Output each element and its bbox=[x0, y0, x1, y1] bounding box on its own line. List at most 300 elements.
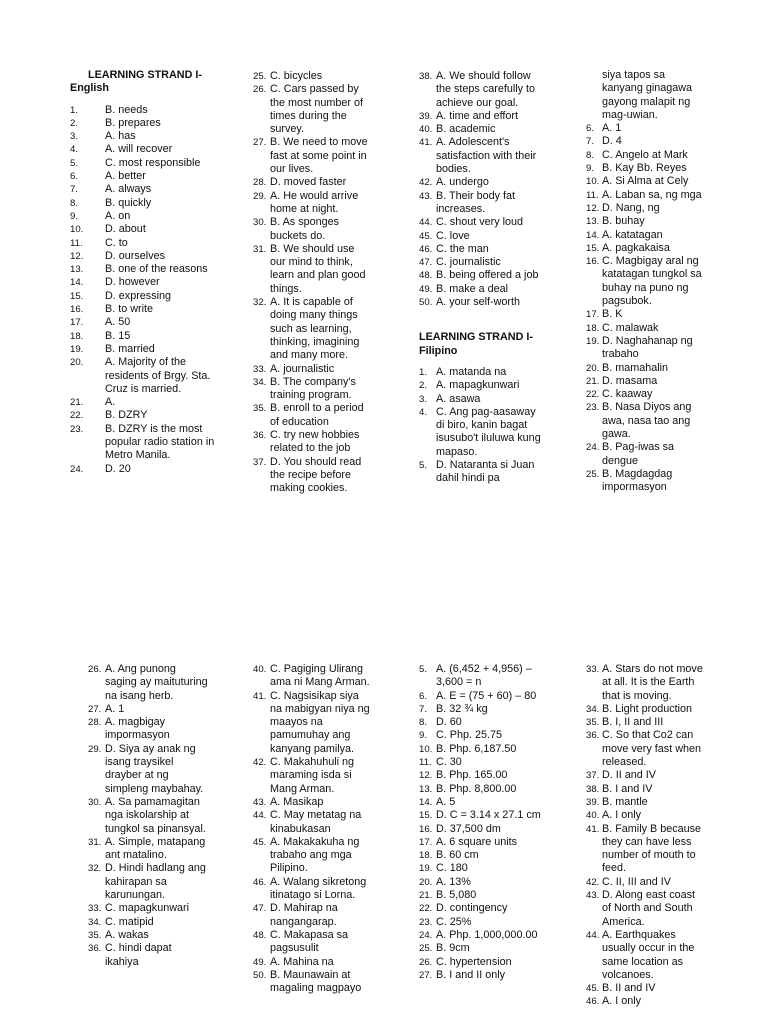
item-answer: A. on bbox=[105, 209, 131, 222]
item-number: 30. bbox=[88, 796, 102, 808]
answer-item bbox=[70, 117, 220, 130]
answer-item bbox=[586, 441, 706, 468]
item-number: 8. bbox=[419, 717, 428, 729]
item-answer: A. matanda na bbox=[436, 365, 507, 378]
answer-item bbox=[70, 170, 220, 183]
item-number: 49. bbox=[419, 283, 433, 295]
answer-item bbox=[586, 335, 706, 362]
item-answer: B. I and II only bbox=[436, 968, 506, 981]
item-answer: C. Cars passed by the most number of times during the survey. bbox=[270, 83, 364, 136]
bottom-column-1 bbox=[88, 663, 208, 969]
item-number: 35. bbox=[586, 717, 600, 729]
item-number: 38. bbox=[419, 71, 433, 82]
answer-item bbox=[586, 149, 706, 162]
item-number: 13. bbox=[70, 264, 84, 276]
item-answer: A. bbox=[105, 396, 116, 409]
item-number: 46. bbox=[419, 243, 433, 255]
item-number: 12. bbox=[586, 202, 600, 214]
item-answer: B. make a deal bbox=[436, 282, 509, 295]
item-answer: B. We should use our mind to think, learn and plan good things. bbox=[270, 242, 366, 295]
item-number: 40. bbox=[253, 664, 267, 675]
item-number: 42. bbox=[253, 757, 267, 769]
item-answer: B. Magdagdag impormasyon bbox=[602, 467, 673, 494]
item-answer: D. II and IV bbox=[602, 769, 657, 782]
answer-item bbox=[88, 743, 208, 796]
item-number: 3. bbox=[70, 131, 79, 143]
item-number: 18. bbox=[70, 330, 84, 342]
answer-list bbox=[586, 663, 706, 1009]
item-number: 22. bbox=[419, 903, 433, 915]
item-number: 28. bbox=[253, 177, 267, 189]
item-number: 17. bbox=[586, 309, 600, 321]
bottom-column-2 bbox=[253, 663, 373, 995]
item-answer: B. Family B because they can have less number of mouth to feed. bbox=[602, 822, 702, 875]
item-answer: B. We need to move fast at some point in our lives. bbox=[270, 136, 368, 176]
answer-item bbox=[419, 823, 544, 836]
item-number: 25. bbox=[253, 71, 267, 82]
item-answer: A. Majority of the residents of Brgy. Sta. Cruz is married. bbox=[105, 356, 211, 395]
answer-list bbox=[419, 366, 544, 486]
item-number: 36. bbox=[586, 730, 600, 742]
item-number: 26. bbox=[253, 84, 267, 96]
item-answer: D. Along east coast of North and South America. bbox=[602, 889, 696, 928]
item-answer: C. So that Co2 can move very fast when released. bbox=[602, 729, 702, 769]
item-answer: A. mapagkunwari bbox=[436, 379, 520, 392]
item-number: 45. bbox=[253, 836, 267, 848]
item-answer: A. your self-worth bbox=[436, 296, 521, 309]
top-column-4 bbox=[586, 69, 706, 495]
item-number: 17. bbox=[70, 317, 84, 329]
answer-item bbox=[419, 406, 544, 459]
answer-item bbox=[253, 216, 373, 243]
answer-item bbox=[419, 136, 544, 176]
item-number: 11. bbox=[70, 237, 83, 249]
item-number: 20. bbox=[70, 357, 84, 369]
item-number: 9. bbox=[70, 210, 79, 222]
item-answer: B. Php. 8,800.00 bbox=[436, 782, 517, 795]
item-answer: D. Nataranta si Juan dahil hindi pa bbox=[436, 459, 535, 485]
item-answer: B. Light production bbox=[602, 702, 693, 715]
item-answer: A. (6,452 + 4,956) – 3,600 = n bbox=[436, 663, 532, 689]
item-number: 26. bbox=[419, 956, 433, 968]
item-answer: A. 1 bbox=[602, 122, 622, 135]
answer-item bbox=[70, 463, 220, 476]
item-number: 28. bbox=[88, 717, 102, 729]
item-number: 9. bbox=[586, 163, 595, 175]
item-answer: B. 32 ¾ kg bbox=[436, 702, 488, 715]
item-answer: C. bicycles bbox=[270, 70, 323, 82]
item-answer: A. Si Alma at Cely bbox=[602, 175, 689, 188]
item-number: 20. bbox=[586, 362, 600, 374]
item-answer: A. asawa bbox=[436, 392, 481, 405]
item-number: 40. bbox=[586, 810, 600, 822]
item-answer: A. Sa pamamagitan nga iskolarship at tungkol sa pinansyal. bbox=[105, 795, 206, 835]
answer-item bbox=[253, 902, 373, 929]
item-number: 40. bbox=[419, 124, 433, 136]
item-number: 43. bbox=[253, 796, 267, 808]
answer-item bbox=[88, 703, 208, 716]
item-number: 44. bbox=[586, 929, 600, 941]
item-answer: B. buhay bbox=[602, 215, 645, 228]
item-number: 21. bbox=[419, 890, 433, 902]
item-answer: D. 20 bbox=[105, 462, 131, 475]
answer-item bbox=[253, 243, 373, 296]
answer-list bbox=[253, 70, 373, 496]
item-number: 3. bbox=[419, 393, 428, 405]
answer-item bbox=[419, 969, 544, 982]
answer-item bbox=[419, 123, 544, 136]
answer-list bbox=[419, 663, 544, 982]
item-number: 34. bbox=[586, 703, 600, 715]
answer-item bbox=[70, 303, 220, 316]
answer-item bbox=[419, 663, 544, 690]
item-number: 9. bbox=[419, 730, 428, 742]
item-number: 24. bbox=[70, 463, 84, 475]
item-number: 46. bbox=[586, 996, 600, 1008]
top-column-2 bbox=[253, 70, 373, 496]
answer-list bbox=[88, 663, 208, 969]
answer-item bbox=[419, 902, 544, 915]
answer-item bbox=[586, 729, 706, 769]
answer-item bbox=[419, 190, 544, 217]
item-number: 43. bbox=[586, 890, 600, 902]
item-answer: D. Hindi hadlang ang kahirapan sa karunungan. bbox=[105, 862, 206, 902]
answer-item bbox=[586, 929, 706, 982]
item-answer: B. being offered a job bbox=[436, 269, 539, 282]
answer-item bbox=[419, 243, 544, 256]
item-number: 23. bbox=[419, 916, 433, 928]
answer-item bbox=[70, 223, 220, 236]
item-answer: A. We should follow the steps carefully to achieve our goal. bbox=[436, 70, 536, 109]
answer-item bbox=[88, 862, 208, 902]
item-answer: C. Pagiging Ulirang ama ni Mang Arman. bbox=[270, 663, 370, 689]
answer-item bbox=[253, 929, 373, 956]
item-answer: A. Mahina na bbox=[270, 955, 334, 968]
answer-item bbox=[586, 809, 706, 822]
answer-item bbox=[253, 176, 373, 189]
item-answer: D. 60 bbox=[436, 716, 462, 729]
item-answer: C. shout very loud bbox=[436, 216, 524, 229]
item-number: 21. bbox=[586, 375, 600, 387]
item-answer: A. journalistic bbox=[270, 362, 335, 375]
answer-item bbox=[70, 276, 220, 289]
item-answer: C. Angelo at Mark bbox=[602, 148, 688, 161]
item-number: 6. bbox=[419, 690, 428, 702]
answer-item bbox=[253, 296, 373, 362]
item-number: 12. bbox=[70, 250, 84, 262]
item-answer: A. Walang sikretong itinatago si Lorna. bbox=[270, 875, 367, 902]
item-answer: C. Nagsisikap siya na mabigyan niya ng maayos na pamumuhay ang kanyang pamilya. bbox=[270, 689, 370, 755]
item-number: 27. bbox=[419, 969, 433, 981]
answer-item bbox=[419, 956, 544, 969]
item-answer: C. 180 bbox=[436, 862, 468, 875]
answer-item bbox=[586, 823, 706, 876]
item-answer: C. malawak bbox=[602, 321, 659, 334]
item-number: 19. bbox=[70, 343, 84, 355]
item-answer: C. matipid bbox=[105, 915, 154, 928]
item-answer: B. mamahalin bbox=[602, 361, 669, 374]
answer-item bbox=[70, 316, 220, 329]
answer-item bbox=[70, 290, 220, 303]
item-answer: B. mantle bbox=[602, 795, 648, 808]
item-answer: B. Nasa Diyos ang awa, nasa tao ang gawa. bbox=[602, 401, 692, 441]
item-number: 42. bbox=[419, 177, 433, 189]
answer-item bbox=[586, 189, 706, 202]
item-number: 26. bbox=[88, 664, 102, 675]
answer-item bbox=[70, 343, 220, 356]
item-number: 47. bbox=[253, 903, 267, 915]
item-answer: A. Simple, matapang ant matalino. bbox=[105, 835, 206, 862]
answer-list bbox=[586, 122, 706, 494]
item-answer: A. better bbox=[105, 170, 146, 183]
item-answer: B. Pag-iwas sa dengue bbox=[602, 441, 675, 467]
item-answer: D. Naghahanap ng trabaho bbox=[602, 334, 693, 361]
answer-item bbox=[88, 716, 208, 743]
item-answer: D. about bbox=[105, 223, 146, 236]
item-answer: A. pagkakaisa bbox=[602, 241, 670, 254]
item-number: 29. bbox=[88, 743, 102, 755]
item-answer: B. As sponges buckets do. bbox=[270, 216, 340, 242]
item-answer: B. Kay Bb. Reyes bbox=[602, 162, 687, 175]
item-number: 29. bbox=[253, 190, 267, 202]
item-number: 41. bbox=[586, 823, 600, 835]
answer-item bbox=[253, 796, 373, 809]
item-number: 8. bbox=[586, 149, 595, 161]
item-number: 15. bbox=[70, 290, 84, 302]
item-number: 7. bbox=[586, 136, 595, 148]
answer-item bbox=[586, 995, 706, 1008]
item-number: 16. bbox=[419, 823, 433, 835]
item-number: 4. bbox=[70, 144, 79, 156]
item-number: 2. bbox=[419, 380, 428, 392]
answer-item bbox=[88, 916, 208, 929]
item-answer: B. Php. 165.00 bbox=[436, 769, 508, 782]
item-number: 27. bbox=[88, 703, 102, 715]
item-answer: B. Maunawain at magaling magpayo bbox=[270, 968, 362, 995]
item-number: 24. bbox=[419, 929, 433, 941]
item-answer: C. hypertension bbox=[436, 955, 512, 968]
item-answer: A. Masikap bbox=[270, 795, 324, 808]
answer-item bbox=[70, 237, 220, 250]
item-number: 33. bbox=[88, 903, 102, 915]
item-answer: D. Mahirap na nangangarap. bbox=[270, 902, 338, 928]
answer-item bbox=[253, 690, 373, 756]
item-number: 12. bbox=[419, 770, 433, 782]
item-answer: C. 25% bbox=[436, 915, 472, 928]
item-number: 33. bbox=[253, 363, 267, 375]
item-number: 24. bbox=[586, 442, 600, 454]
item-answer: A. has bbox=[105, 130, 136, 143]
item-answer: C. to bbox=[105, 236, 128, 249]
answer-item bbox=[419, 110, 544, 123]
item-answer: D. expressing bbox=[105, 289, 172, 302]
item-number: 16. bbox=[586, 256, 600, 268]
answer-item bbox=[419, 783, 544, 796]
item-number: 34. bbox=[88, 916, 102, 928]
item-answer: A. Php. 1,000,000.00 bbox=[436, 928, 538, 941]
item-number: 34. bbox=[253, 376, 267, 388]
answer-item bbox=[419, 176, 544, 189]
item-number: 22. bbox=[586, 389, 600, 401]
item-answer: C. hindi dapat ikahiya bbox=[105, 942, 172, 968]
item-number: 15. bbox=[586, 242, 600, 254]
answer-item bbox=[70, 396, 220, 409]
answer-item bbox=[419, 849, 544, 862]
item-number: 25. bbox=[586, 468, 600, 480]
item-answer: B. 15 bbox=[105, 329, 131, 342]
answer-item bbox=[253, 876, 373, 903]
item-number: 19. bbox=[419, 863, 433, 875]
item-number: 15. bbox=[419, 810, 433, 822]
answer-item bbox=[70, 423, 220, 463]
item-number: 7. bbox=[70, 184, 79, 196]
item-answer: A. will recover bbox=[105, 143, 173, 156]
item-answer: C. kaaway bbox=[602, 388, 653, 401]
item-answer: A. Adolescent's satisfaction with their bodies. bbox=[436, 136, 537, 176]
item-answer: B. quickly bbox=[105, 196, 152, 209]
item-number: 1. bbox=[70, 104, 79, 116]
answer-item bbox=[88, 796, 208, 836]
item-number: 19. bbox=[586, 335, 600, 347]
item-answer: C. Makapasa sa pagsusulit bbox=[270, 928, 349, 955]
item-number: 6. bbox=[70, 171, 79, 183]
bottom-column-4 bbox=[586, 663, 706, 1009]
answer-item bbox=[419, 942, 544, 955]
answer-item bbox=[419, 283, 544, 296]
item-answer: A. It is capable of doing many things such as learning, thinking, imagining and many more. bbox=[270, 296, 360, 362]
item-number: 49. bbox=[253, 956, 267, 968]
answer-item bbox=[70, 263, 220, 276]
answer-item bbox=[253, 663, 373, 690]
answer-item bbox=[419, 230, 544, 243]
item-number: 44. bbox=[253, 810, 267, 822]
item-answer: B. prepares bbox=[105, 116, 161, 129]
item-answer: A. Earthquakes usually occur in the same location as volcanoes. bbox=[602, 928, 695, 981]
item-answer: C. 30 bbox=[436, 756, 462, 769]
answer-item bbox=[70, 130, 220, 143]
item-answer: A. 6 square units bbox=[436, 835, 518, 848]
answer-item bbox=[586, 468, 706, 495]
item-answer: A. magbigay impormasyon bbox=[105, 716, 170, 742]
top-column-1 bbox=[70, 69, 220, 476]
answer-item bbox=[586, 796, 706, 809]
item-number: 39. bbox=[586, 796, 600, 808]
item-answer: B. married bbox=[105, 342, 155, 355]
item-number: 18. bbox=[419, 850, 433, 862]
item-number: 35. bbox=[253, 403, 267, 415]
answer-item bbox=[253, 456, 373, 496]
item-number: 13. bbox=[419, 783, 433, 795]
answer-item bbox=[419, 929, 544, 942]
item-number: 38. bbox=[586, 783, 600, 795]
answer-item bbox=[419, 836, 544, 849]
answer-item bbox=[586, 982, 706, 995]
answer-item bbox=[88, 942, 208, 969]
item-number: 5. bbox=[419, 460, 428, 472]
item-number: 48. bbox=[419, 270, 433, 282]
answer-item bbox=[586, 362, 706, 375]
item-number: 10. bbox=[419, 743, 433, 755]
item-answer: D. moved faster bbox=[270, 176, 347, 189]
item-answer: A. I only bbox=[602, 809, 642, 822]
answer-item bbox=[253, 402, 373, 429]
item-answer: C. Php. 25.75 bbox=[436, 729, 503, 742]
item-number: 32. bbox=[253, 297, 267, 309]
item-number: 27. bbox=[253, 137, 267, 149]
item-answer: D. however bbox=[105, 276, 160, 289]
item-answer: A. Ang punong saging ay maituturing na isang herb. bbox=[105, 663, 208, 702]
item-number: 1. bbox=[419, 366, 428, 378]
answer-item bbox=[586, 716, 706, 729]
answer-item bbox=[586, 308, 706, 321]
answer-item bbox=[88, 836, 208, 863]
item-number: 47. bbox=[419, 257, 433, 269]
answer-item bbox=[586, 202, 706, 215]
item-number: 50. bbox=[253, 969, 267, 981]
item-number: 4. bbox=[419, 406, 428, 418]
item-answer: D. Siya ay anak ng isang traysikel drayber at ng simpleng maybahay. bbox=[105, 742, 204, 795]
answer-item bbox=[586, 229, 706, 242]
item-number: 36. bbox=[88, 943, 102, 955]
item-number: 17. bbox=[419, 836, 433, 848]
item-answer: B. Their body fat increases. bbox=[436, 189, 516, 215]
answer-list bbox=[70, 104, 220, 476]
answer-item bbox=[70, 157, 220, 170]
item-number: 33. bbox=[586, 664, 600, 675]
item-answer: D. You should read the recipe before making cookies. bbox=[270, 455, 362, 495]
answer-item bbox=[586, 783, 706, 796]
item-number: 14. bbox=[419, 796, 433, 808]
item-answer: B. academic bbox=[436, 123, 496, 136]
item-answer: A. E = (75 + 60) – 80 bbox=[436, 689, 537, 702]
answer-item bbox=[419, 716, 544, 729]
answer-item bbox=[586, 122, 706, 135]
bottom-column-3 bbox=[419, 663, 544, 982]
answer-item bbox=[419, 70, 544, 110]
answer-item bbox=[70, 210, 220, 223]
item-answer: B. I, II and III bbox=[602, 716, 664, 729]
answer-item bbox=[586, 322, 706, 335]
answer-item bbox=[419, 809, 544, 822]
answer-item bbox=[419, 256, 544, 269]
answer-item bbox=[70, 330, 220, 343]
answer-item bbox=[253, 376, 373, 403]
item-answer: B. to write bbox=[105, 303, 154, 316]
item-answer: B. Php. 6,187.50 bbox=[436, 742, 517, 755]
item-answer: A. 50 bbox=[105, 316, 131, 329]
item-answer: B. DZRY bbox=[105, 409, 148, 422]
item-answer: C. Magbigay aral ng katatagan tungkol sa buhay na puno ng pagsubok. bbox=[602, 255, 702, 308]
item-number: 45. bbox=[419, 230, 433, 242]
answer-item bbox=[586, 162, 706, 175]
item-answer: B. I and IV bbox=[602, 782, 653, 795]
answer-item bbox=[419, 366, 544, 379]
item-number: 41. bbox=[419, 137, 433, 149]
item-number: 25. bbox=[419, 943, 433, 955]
item-answer: B. K bbox=[602, 308, 623, 321]
item-answer: A. I only bbox=[602, 995, 642, 1008]
item-number: 21. bbox=[70, 397, 84, 409]
item-number: 5. bbox=[419, 664, 428, 675]
item-answer: A. 5 bbox=[436, 795, 456, 808]
answer-item bbox=[253, 190, 373, 217]
item-number: 6. bbox=[586, 123, 595, 135]
item-answer: B. enroll to a period of education bbox=[270, 402, 364, 428]
item-number: 23. bbox=[70, 423, 84, 435]
item-number: 8. bbox=[70, 197, 79, 209]
answer-item bbox=[586, 215, 706, 228]
answer-item bbox=[253, 969, 373, 996]
